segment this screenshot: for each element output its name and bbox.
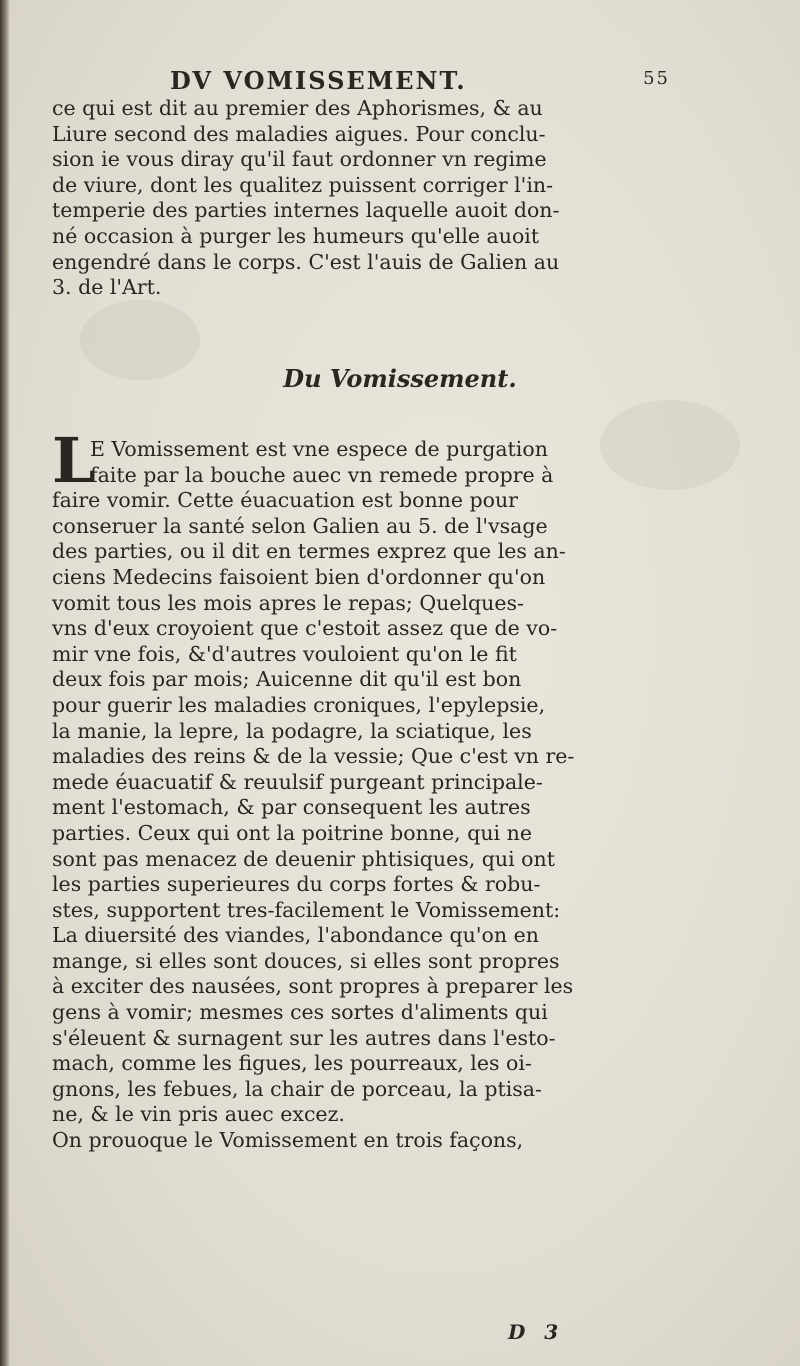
text-line: ce qui est dit au premier des Aphorismes, & au <box>52 96 543 120</box>
text-line: faite par la bouche auec vn remede propre à <box>90 462 554 487</box>
text-line: engendré dans le corps. C'est l'auis de Galien au <box>52 249 560 274</box>
text-line: s'éleuent & surnagent sur les autres dans l'esto- <box>52 1025 556 1050</box>
text-line: sont pas menacez de deuenir phtisiques, qui ont <box>52 846 555 871</box>
text-line: la manie, la lepre, la podagre, la sciatique, les <box>52 718 532 743</box>
text-line: parties. Ceux qui ont la poitrine bonne, qui ne <box>52 820 532 845</box>
text-line: de viure, dont les qualitez puissent corriger l'in- <box>52 172 554 197</box>
text-line: mir vne fois, &'d'autres vouloient qu'on le fit <box>52 641 517 666</box>
text-line: à exciter des nausées, sont propres à preparer les <box>52 974 574 999</box>
running-title: DV VOMISSEMENT. <box>170 66 467 95</box>
paragraph-1 <box>52 96 632 301</box>
text-line: né occasion à purger les humeurs qu'elle auoit <box>52 223 540 248</box>
text-line: On prouoque le Vomissement en trois façons, <box>52 1128 524 1153</box>
text-line: Liure second des maladies aigues. Pour conclu- <box>52 121 546 146</box>
text-line: deux fois par mois; Auicenne dit qu'il est bon <box>52 667 522 692</box>
text-line: vomit tous les mois apres le repas; Quelques- <box>52 590 524 615</box>
text-line: mede éuacuatif & reuulsif purgeant principale- <box>52 769 543 794</box>
text-line: les parties superieures du corps fortes & robu- <box>52 872 541 897</box>
text-line: maladies des reins & de la vessie; Que c'est vn re- <box>52 744 575 769</box>
text-line: pour guerir les maladies croniques, l'epylepsie, <box>52 692 546 717</box>
text-line: mach, comme les figues, les pourreaux, les oi- <box>52 1051 532 1076</box>
text-line: mange, si elles sont douces, si elles sont propres <box>52 948 560 973</box>
text-line: sion ie vous diray qu'il faut ordonner vn regime <box>52 147 547 172</box>
text-line: ne, & le vin pris auec excez. <box>52 1102 345 1127</box>
page-gutter <box>0 0 10 1366</box>
section-title: Du Vomissement. <box>283 364 517 393</box>
text-line: conseruer la santé selon Galien au 5. de l'vsage <box>52 513 548 538</box>
text-line: gnons, les febues, la chair de porceau, la ptisa- <box>52 1076 542 1101</box>
drop-cap: L <box>52 424 96 497</box>
running-header <box>170 66 670 95</box>
signature-mark: D 3 <box>508 1320 565 1344</box>
text-line: 3. de l'Art. <box>52 275 162 300</box>
text-line: ment l'estomach, & par consequent les autres <box>52 795 531 820</box>
page-number: 55 <box>643 68 670 89</box>
text-line: vns d'eux croyoient que c'estoit assez que de vo- <box>52 616 558 641</box>
paragraph-2 <box>52 437 632 1154</box>
text-line: E Vomissement est vne espece de purgation <box>90 437 548 461</box>
text-line: temperie des parties internes laquelle auoit don- <box>52 198 560 223</box>
text-line: stes, supportent tres-facilement le Vomissement: <box>52 897 561 922</box>
text-line: ciens Medecins faisoient bien d'ordonner qu'on <box>52 564 546 589</box>
text-line: La diuersité des viandes, l'abondance qu'on en <box>52 923 539 948</box>
text-line: des parties, ou il dit en termes exprez que les an- <box>52 539 566 564</box>
text-line: gens à vomir; mesmes ces sortes d'aliments qui <box>52 1000 548 1025</box>
text-line: faire vomir. Cette éuacuation est bonne pour <box>52 488 518 513</box>
